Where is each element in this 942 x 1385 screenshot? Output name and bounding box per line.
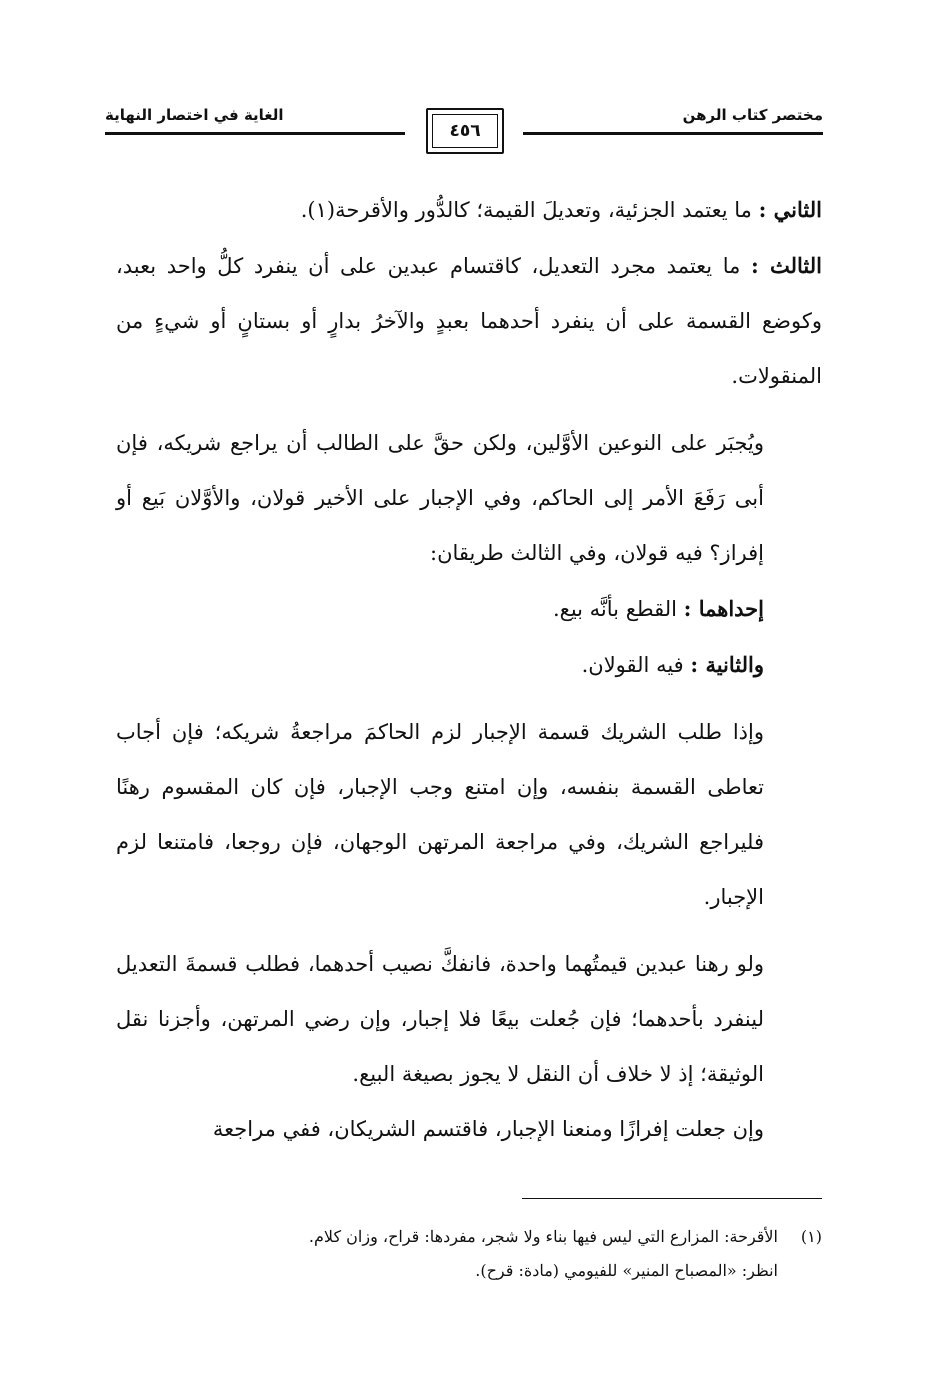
paragraph-text: ولو رهنا عبدين قيمتُهما واحدة، فانفكَّ نصيب أحدهما، فطلب قسمةَ التعديل لينفرد بأحدهما؛ فإن جُعلت بيعًا فلا إجبار، وإن رضي المرتهن، وأجزنا نقل الوثيقة؛ إذ لا خلاف أن النقل لا يجوز بصيغة البيع. — [116, 952, 764, 1086]
paragraph-text: ما يعتمد مجرد التعديل، كاقتسام عبدين على أن ينفرد كلُّ واحد بعبد، وكوضع القسمة على أن ينفرد أحدهما بعبدٍ والآخرُ بدارٍ أو بستانٍ أو شيءٍ من المنقولات. — [116, 254, 822, 388]
paragraph-partner-request — [116, 705, 822, 925]
paragraph-text: فيه القولان. — [581, 653, 691, 677]
page-number-text: ٤٥٦ — [449, 121, 481, 141]
header-rule-left — [105, 132, 405, 135]
paragraph-second — [116, 182, 822, 238]
lead-word: الثاني : — [758, 197, 822, 222]
chapter-title: مختصر كتاب الرهن — [682, 106, 823, 124]
paragraph-text: ويُجبَر على النوعين الأوَّلين، ولكن حقَّ على الطالب أن يراجع شريكه، فإن أبى رَفَعَ الأمر إلى الحاكم، وفي الإجبار على الأخير قولان، والأوَّلان بَيع أو إفراز؟ فيه قولان، وفي الثالث طريقان: — [116, 431, 764, 565]
paragraph-third — [116, 238, 822, 404]
footnote-line — [116, 1220, 822, 1254]
footnote-number: (١) — [800, 1227, 822, 1246]
paragraph-text: وإن جعلت إفرازًا ومنعنا الإجبار، فاقتسم الشريكان، ففي مراجعة — [212, 1117, 764, 1141]
paragraph-compulsion — [116, 416, 822, 581]
paragraph-text: ما يعتمد الجزئية، وتعديلَ القيمة؛ كالدُّور والأقرحة(١). — [300, 198, 759, 222]
footnote-text: الأقرحة: المزارع التي ليس فيها بناء ولا شجر، مفردها: قراح، وزان كلام. — [308, 1227, 778, 1246]
paragraph-second-way — [116, 637, 822, 693]
footnote-separator — [522, 1198, 822, 1199]
lead-word: الثالث : — [751, 253, 822, 278]
header-rule-right — [523, 132, 823, 135]
book-title: الغاية في اختصار النهاية — [105, 106, 284, 124]
footnote-line: انظر: «المصباح المنير» للفيومي (مادة: قرح). — [475, 1261, 778, 1280]
paragraph-text: وإذا طلب الشريك قسمة الإجبار لزم الحاكمَ مراجعةُ شريكه؛ فإن أجاب تعاطى القسمة بنفسه، وإن امتنع وجب الإجبار، فإن كان المقسوم رهنًا فليراجع الشريك، وفي مراجعة المرتهن الوجهان، فإن روجعا، فامتنعا لزم الإجبار. — [116, 720, 764, 909]
paragraph-text: القطع بأنَّه بيع. — [552, 597, 684, 621]
lead-word: إحداهما : — [683, 596, 764, 621]
paragraph-two-slaves — [116, 937, 822, 1102]
paragraph-separation — [116, 1102, 822, 1157]
lead-word: والثانية : — [690, 652, 764, 677]
paragraph-first-way — [116, 581, 822, 637]
page-header — [105, 100, 823, 160]
footnotes — [116, 1220, 822, 1288]
main-text — [116, 182, 822, 1157]
page-number — [426, 108, 504, 154]
